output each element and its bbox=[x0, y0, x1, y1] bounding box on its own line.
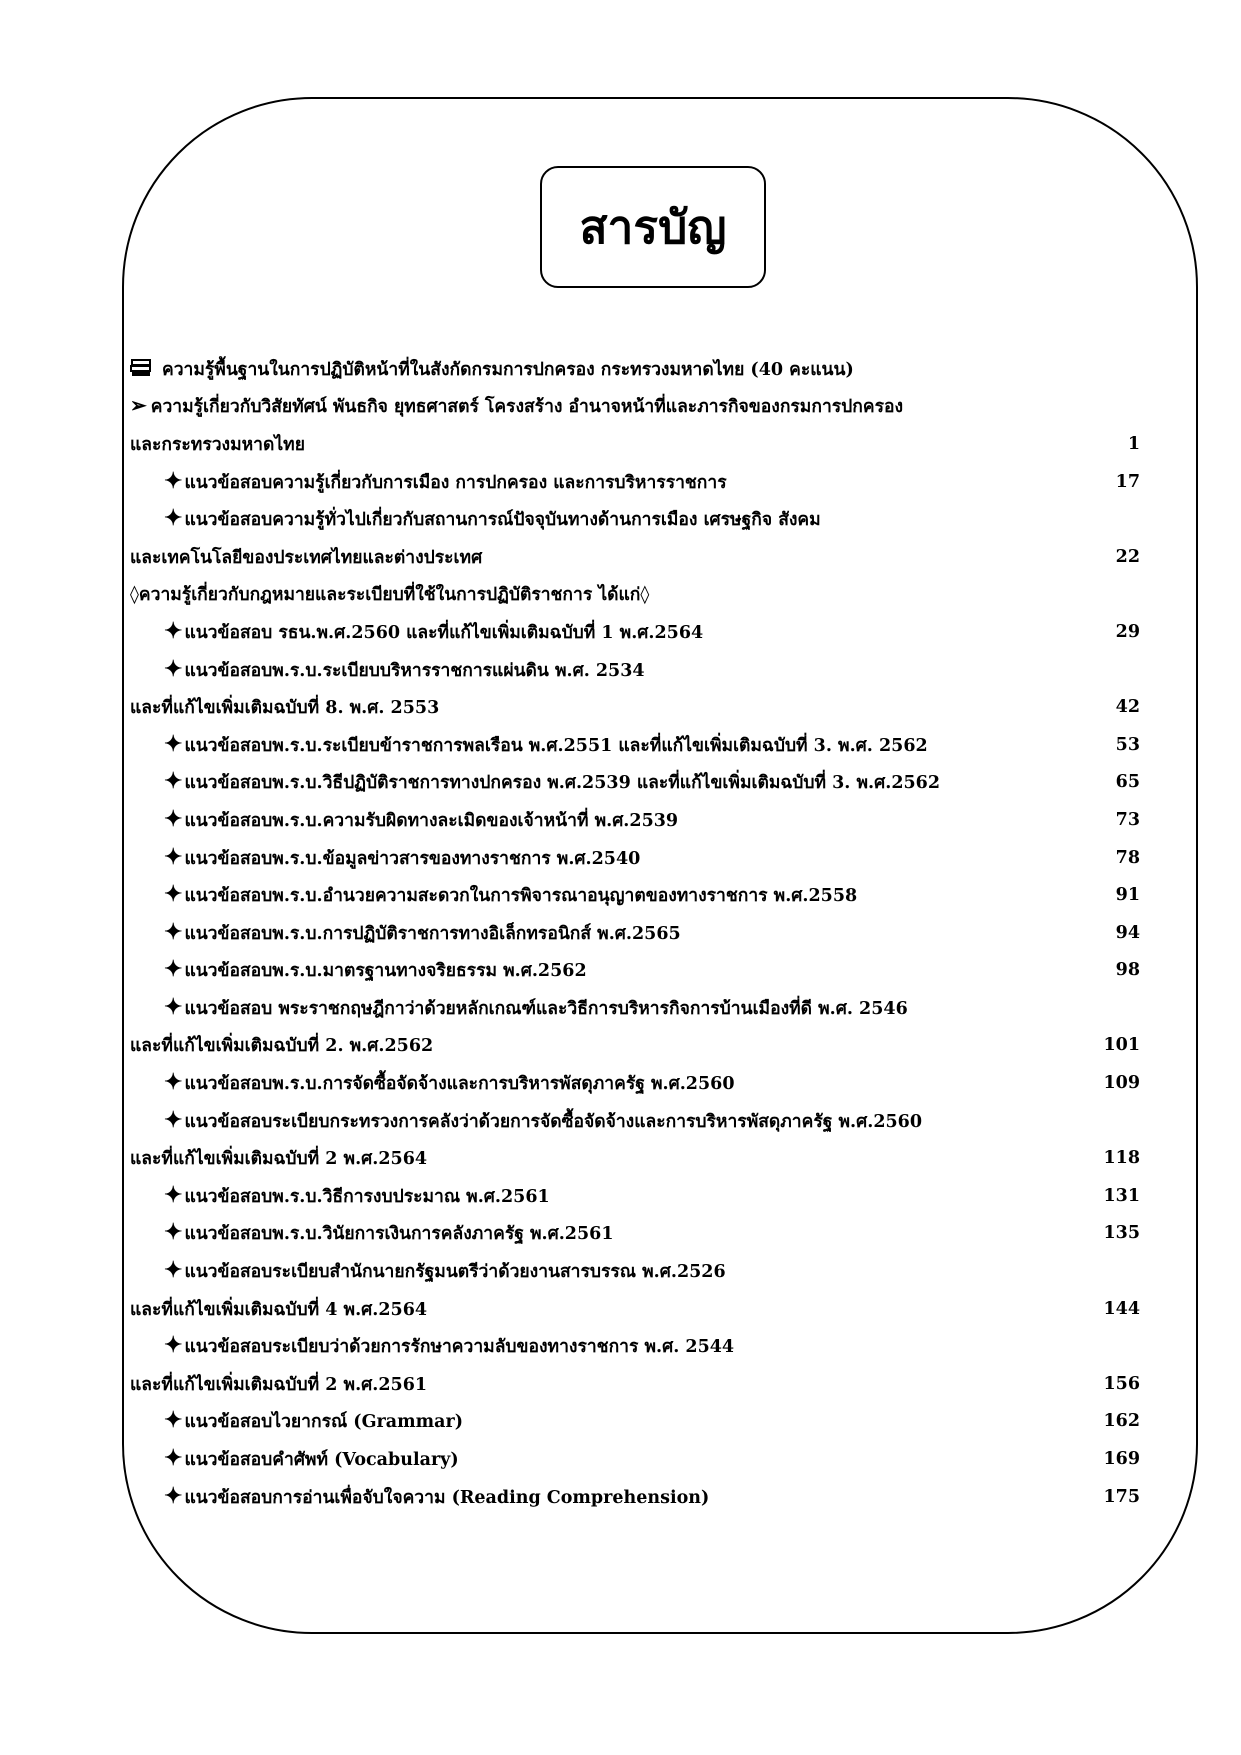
toc-page-number: 109 bbox=[1103, 1073, 1140, 1094]
toc-row bbox=[130, 576, 1140, 614]
toc-entry-label: และที่แก้ไขเพิ่มเติมฉบับที่ 2 พ.ศ.2561 bbox=[130, 1374, 428, 1395]
toc-page-number: 162 bbox=[1103, 1411, 1140, 1432]
toc-row bbox=[130, 764, 1140, 802]
toc-entry-label: แนวข้อสอบ พระราชกฤษฎีกาว่าด้วยหลักเกณฑ์และวิธีการบริหารกิจการบ้านเมืองที่ดี พ.ศ. 2546 bbox=[184, 998, 908, 1019]
toc-entry-label: แนวข้อสอบพ.ร.บ.ระเบียบบริหารราชการแผ่นดิน พ.ศ. 2534 bbox=[184, 660, 645, 681]
toc-row bbox=[130, 463, 1140, 501]
diamond-icon: ◊ bbox=[130, 584, 139, 606]
toc-page-number: 156 bbox=[1103, 1373, 1140, 1394]
toc-entry-text bbox=[164, 1107, 1080, 1135]
toc-entry-text bbox=[164, 1182, 1080, 1210]
toc-entry-label: แนวข้อสอบระเบียบว่าด้วยการรักษาความลับของทางราชการ พ.ศ. 2544 bbox=[184, 1337, 735, 1358]
toc-page-number: 1 bbox=[1127, 433, 1140, 454]
toc-row bbox=[130, 876, 1140, 914]
four-point-star-icon: ✦ bbox=[164, 768, 183, 795]
toc-row bbox=[130, 651, 1140, 689]
toc-entry-text bbox=[164, 618, 1080, 646]
four-point-star-icon: ✦ bbox=[164, 918, 183, 945]
toc-page-number: 94 bbox=[1115, 922, 1140, 943]
toc-entry-label: แนวข้อสอบพ.ร.บ.วินัยการเงินการคลังภาครัฐ พ.ศ.2561 bbox=[184, 1224, 614, 1245]
toc-row bbox=[130, 1290, 1140, 1328]
four-point-star-icon: ✦ bbox=[164, 1069, 183, 1096]
toc-row bbox=[130, 1365, 1140, 1403]
toc-entry-text bbox=[164, 505, 1080, 533]
toc-entry-text bbox=[130, 1031, 1080, 1059]
toc-page-number: 22 bbox=[1115, 546, 1140, 567]
toc-page-number: 169 bbox=[1103, 1449, 1140, 1470]
toc-row bbox=[130, 688, 1140, 726]
toc-entry-text bbox=[130, 1370, 1080, 1398]
toc-page-number: 144 bbox=[1103, 1298, 1140, 1319]
toc-entry-label: แนวข้อสอบพ.ร.บ.ข้อมูลข่าวสารของทางราชการ พ.ศ.2540 bbox=[184, 848, 641, 869]
four-point-star-icon: ✦ bbox=[164, 1106, 183, 1133]
toc-entry-text bbox=[164, 468, 1080, 496]
toc-row bbox=[130, 1403, 1140, 1441]
toc-entry-label: และเทคโนโลยีของประเทศไทยและต่างประเทศ bbox=[130, 547, 483, 568]
four-point-star-icon: ✦ bbox=[164, 730, 183, 757]
toc-entry-text bbox=[130, 1295, 1080, 1323]
toc-entry-text bbox=[164, 768, 1080, 796]
toc-entry-text bbox=[164, 1332, 1080, 1360]
toc-row bbox=[130, 1177, 1140, 1215]
toc-entry-label: แนวข้อสอบพ.ร.บ.การจัดซื้อจัดจ้างและการบริหารพัสดุภาครัฐ พ.ศ.2560 bbox=[184, 1074, 735, 1095]
book-stack-icon bbox=[130, 359, 152, 377]
toc-entry-text bbox=[130, 1144, 1080, 1172]
four-point-star-icon: ✦ bbox=[164, 993, 183, 1020]
toc-entry-text bbox=[130, 355, 1080, 383]
toc-row bbox=[130, 1215, 1140, 1253]
page-title: สารบัญ bbox=[579, 199, 727, 254]
toc-entry-text bbox=[164, 656, 1080, 684]
arrow-bullet-icon: ➢ bbox=[130, 393, 147, 418]
toc-row bbox=[130, 538, 1140, 576]
toc-row bbox=[130, 839, 1140, 877]
toc-row bbox=[130, 726, 1140, 764]
toc-entry-label: แนวข้อสอบ รธน.พ.ศ.2560 และที่แก้ไขเพิ่มเติมฉบับที่ 1 พ.ศ.2564 bbox=[184, 622, 704, 643]
four-point-star-icon: ✦ bbox=[164, 655, 183, 682]
toc-row bbox=[130, 1064, 1140, 1102]
four-point-star-icon: ✦ bbox=[164, 881, 183, 908]
four-point-star-icon: ✦ bbox=[164, 505, 183, 532]
toc-entry-label: ความรู้เกี่ยวกับวิสัยทัศน์ พันธกิจ ยุทธศาสตร์ โครงสร้าง อำนาจหน้าที่และภารกิจของกรมการปกครอง bbox=[150, 397, 904, 418]
toc-row bbox=[130, 914, 1140, 952]
toc-row bbox=[130, 500, 1140, 538]
toc-entry-label: แนวข้อสอบการอ่านเพื่อจับใจความ (Reading Comprehension) bbox=[184, 1487, 710, 1508]
toc-entry-text bbox=[130, 392, 1080, 420]
toc-entry-label: แนวข้อสอบพ.ร.บ.ความรับผิดทางละเมิดของเจ้าหน้าที่ พ.ศ.2539 bbox=[184, 810, 679, 831]
four-point-star-icon: ✦ bbox=[164, 1445, 183, 1472]
toc-entry-label: แนวข้อสอบไวยากรณ์ (Grammar) bbox=[184, 1412, 463, 1433]
toc-entry-text bbox=[164, 1483, 1080, 1511]
four-point-star-icon: ✦ bbox=[164, 1332, 183, 1359]
toc-page-number: 91 bbox=[1115, 885, 1140, 906]
table-of-contents bbox=[130, 350, 1140, 1515]
toc-row bbox=[130, 1027, 1140, 1065]
toc-entry-label: แนวข้อสอบความรู้เกี่ยวกับการเมือง การปกครอง และการบริหารราชการ bbox=[184, 472, 727, 493]
toc-page-number: 131 bbox=[1103, 1185, 1140, 1206]
toc-entry-label: แนวข้อสอบพ.ร.บ.มาตรฐานทางจริยธรรม พ.ศ.2562 bbox=[184, 961, 587, 982]
toc-entry-label: แนวข้อสอบพ.ร.บ.อำนวยความสะดวกในการพิจารณาอนุญาตของทางราชการ พ.ศ.2558 bbox=[184, 886, 858, 907]
toc-entry-label: และที่แก้ไขเพิ่มเติมฉบับที่ 8. พ.ศ. 2553 bbox=[130, 698, 440, 719]
toc-entry-label: และที่แก้ไขเพิ่มเติมฉบับที่ 2 พ.ศ.2564 bbox=[130, 1149, 428, 1170]
toc-page-number: 98 bbox=[1115, 960, 1140, 981]
toc-page-number: 65 bbox=[1115, 772, 1140, 793]
diamond-icon: ◊ bbox=[640, 584, 650, 606]
toc-row bbox=[130, 952, 1140, 990]
four-point-star-icon: ✦ bbox=[164, 843, 183, 870]
toc-entry-label: และที่แก้ไขเพิ่มเติมฉบับที่ 2. พ.ศ.2562 bbox=[130, 1036, 434, 1057]
toc-entry-label: แนวข้อสอบระเบียบสำนักนายกรัฐมนตรีว่าด้วยงานสารบรรณ พ.ศ.2526 bbox=[184, 1262, 726, 1283]
toc-entry-text bbox=[164, 806, 1080, 834]
toc-row bbox=[130, 1440, 1140, 1478]
toc-entry-text bbox=[130, 693, 1080, 721]
toc-row bbox=[130, 425, 1140, 463]
toc-page-number: 118 bbox=[1103, 1148, 1140, 1169]
toc-entry-text bbox=[164, 1445, 1080, 1473]
four-point-star-icon: ✦ bbox=[164, 1181, 183, 1208]
four-point-star-icon: ✦ bbox=[164, 1219, 183, 1246]
toc-row bbox=[130, 613, 1140, 651]
four-point-star-icon: ✦ bbox=[164, 805, 183, 832]
toc-entry-label: แนวข้อสอบคำศัพท์ (Vocabulary) bbox=[184, 1450, 459, 1471]
toc-page-number: 42 bbox=[1115, 697, 1140, 718]
toc-entry-text bbox=[130, 543, 1080, 571]
toc-page-number: 175 bbox=[1103, 1486, 1140, 1507]
toc-page-number: 17 bbox=[1115, 471, 1140, 492]
toc-entry-label: แนวข้อสอบพ.ร.บ.วิธีปฏิบัติราชการทางปกครอง พ.ศ.2539 และที่แก้ไขเพิ่มเติมฉบับที่ 3. พ.ศ.2562 bbox=[184, 773, 941, 794]
toc-row bbox=[130, 388, 1140, 426]
toc-row bbox=[130, 1252, 1140, 1290]
toc-entry-text bbox=[164, 1219, 1080, 1247]
toc-entry-text bbox=[164, 881, 1080, 909]
toc-entry-label: ความรู้พื้นฐานในการปฏิบัติหน้าที่ในสังกัดกรมการปกครอง กระทรวงมหาดไทย (40 คะแนน) bbox=[162, 359, 854, 380]
toc-row bbox=[130, 989, 1140, 1027]
toc-entry-label: แนวข้อสอบระเบียบกระทรวงการคลังว่าด้วยการจัดซื้อจัดจ้างและการบริหารพัสดุภาครัฐ พ.ศ.2560 bbox=[184, 1111, 923, 1132]
toc-entry-label: แนวข้อสอบพ.ร.บ.วิธีการงบประมาณ พ.ศ.2561 bbox=[184, 1186, 550, 1207]
toc-entry-text bbox=[164, 1069, 1080, 1097]
toc-row bbox=[130, 1478, 1140, 1516]
toc-page-number: 53 bbox=[1115, 734, 1140, 755]
four-point-star-icon: ✦ bbox=[164, 956, 183, 983]
toc-entry-label: แนวข้อสอบความรู้ทั่วไปเกี่ยวกับสถานการณ์ปัจจุบันทางด้านการเมือง เศรษฐกิจ สังคม bbox=[184, 510, 821, 531]
toc-page-number: 29 bbox=[1115, 621, 1140, 642]
toc-entry-label: แนวข้อสอบพ.ร.บ.ระเบียบข้าราชการพลเรือน พ.ศ.2551 และที่แก้ไขเพิ่มเติมฉบับที่ 3. พ.ศ. 2562 bbox=[184, 735, 928, 756]
toc-page-number: 135 bbox=[1103, 1223, 1140, 1244]
toc-entry-text bbox=[164, 1257, 1080, 1285]
toc-entry-label: และที่แก้ไขเพิ่มเติมฉบับที่ 4 พ.ศ.2564 bbox=[130, 1299, 428, 1320]
four-point-star-icon: ✦ bbox=[164, 1407, 183, 1434]
toc-entry-text bbox=[164, 919, 1080, 947]
toc-entry-text bbox=[164, 994, 1080, 1022]
four-point-star-icon: ✦ bbox=[164, 617, 183, 644]
toc-page-number: 78 bbox=[1115, 847, 1140, 868]
toc-entry-label: ความรู้เกี่ยวกับกฎหมายและระเบียบที่ใช้ในการปฏิบัติราชการ ได้แก่ bbox=[138, 585, 641, 606]
title-box bbox=[540, 166, 766, 288]
toc-row bbox=[130, 1102, 1140, 1140]
toc-row bbox=[130, 1139, 1140, 1177]
toc-entry-text bbox=[164, 731, 1080, 759]
four-point-star-icon: ✦ bbox=[164, 467, 183, 494]
toc-entry-label: และกระทรวงมหาดไทย bbox=[130, 434, 305, 455]
toc-row bbox=[130, 801, 1140, 839]
four-point-star-icon: ✦ bbox=[164, 1482, 183, 1509]
toc-entry-text bbox=[130, 430, 1080, 458]
toc-row bbox=[130, 350, 1140, 388]
toc-entry-text bbox=[164, 956, 1080, 984]
toc-page-number: 73 bbox=[1115, 809, 1140, 830]
toc-entry-text bbox=[130, 580, 1080, 608]
toc-entry-label: แนวข้อสอบพ.ร.บ.การปฏิบัติราชการทางอิเล็กทรอนิกส์ พ.ศ.2565 bbox=[184, 923, 681, 944]
four-point-star-icon: ✦ bbox=[164, 1257, 183, 1284]
toc-page-number: 101 bbox=[1103, 1035, 1140, 1056]
toc-entry-text bbox=[164, 844, 1080, 872]
toc-row bbox=[130, 1327, 1140, 1365]
toc-entry-text bbox=[164, 1407, 1080, 1435]
